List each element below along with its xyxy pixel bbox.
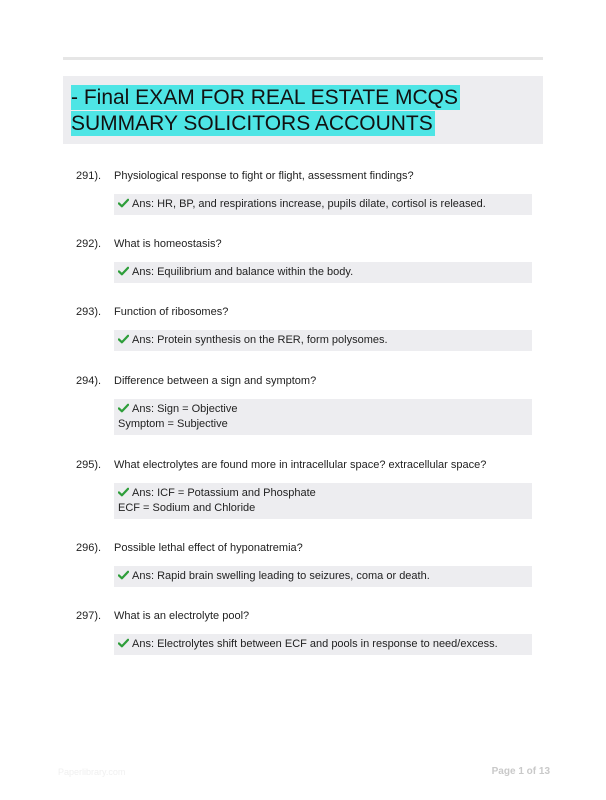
document-title [71,85,531,137]
check-icon [118,334,129,344]
answer-text: Ans: Equilibrium and balance within the body. [132,266,354,278]
answer-box [114,634,532,655]
answer-line [118,402,528,417]
question-text: Possible lethal effect of hyponatremia? [114,542,303,554]
question-text: What electrolytes are found more in intracellular space? extracellular space? [114,459,487,471]
check-icon [118,403,129,413]
title-banner [63,76,543,144]
question-text: Function of ribosomes? [114,306,229,318]
check-icon [118,570,129,580]
document-title-text: - Final EXAM FOR REAL ESTATE MCQS SUMMARY SOLICITORS ACCOUNTS [71,86,459,135]
answer-text: Ans: ICF = Potassium and Phosphate [132,487,316,499]
answer-box [114,566,532,587]
answer-line [118,486,528,501]
answer-box [114,399,532,435]
check-icon [118,487,129,497]
check-icon [118,266,129,276]
answer-line: Symptom = Subjective [118,418,228,430]
question-number: 296). [76,542,102,554]
answer-box [114,483,532,519]
answer-line [118,333,528,348]
question-number: 293). [76,306,102,318]
answer-box [114,262,532,283]
answer-line [118,265,528,280]
answer-text: Ans: Electrolytes shift between ECF and pools in response to need/excess. [132,638,498,650]
question-text: What is homeostasis? [114,238,222,250]
answer-text: Ans: Rapid brain swelling leading to seizures, coma or death. [132,570,430,582]
answer-box [114,330,532,351]
answer-line [118,569,528,584]
question-number: 294). [76,375,102,387]
question-number: 295). [76,459,102,471]
answer-text: Ans: Sign = Objective [132,403,238,415]
question-text: What is an electrolyte pool? [114,610,250,622]
answer-line [118,197,528,212]
answer-line: ECF = Sodium and Chloride [118,502,256,514]
answer-box [114,194,532,215]
check-icon [118,638,129,648]
page-indicator: Page 1 of 13 [491,766,550,777]
question-number: 292). [76,238,102,250]
answer-line [118,637,528,652]
question-number: 291). [76,170,102,182]
answer-text: Ans: Protein synthesis on the RER, form polysomes. [132,334,388,346]
check-icon [118,198,129,208]
answer-text: Ans: HR, BP, and respirations increase, pupils dilate, cortisol is released. [132,198,486,210]
question-number: 297). [76,610,102,622]
footer-watermark: Paperlibrary.com [58,767,126,777]
question-text: Physiological response to fight or flight, assessment findings? [114,170,414,182]
header-divider [63,57,543,60]
question-text: Difference between a sign and symptom? [114,375,317,387]
